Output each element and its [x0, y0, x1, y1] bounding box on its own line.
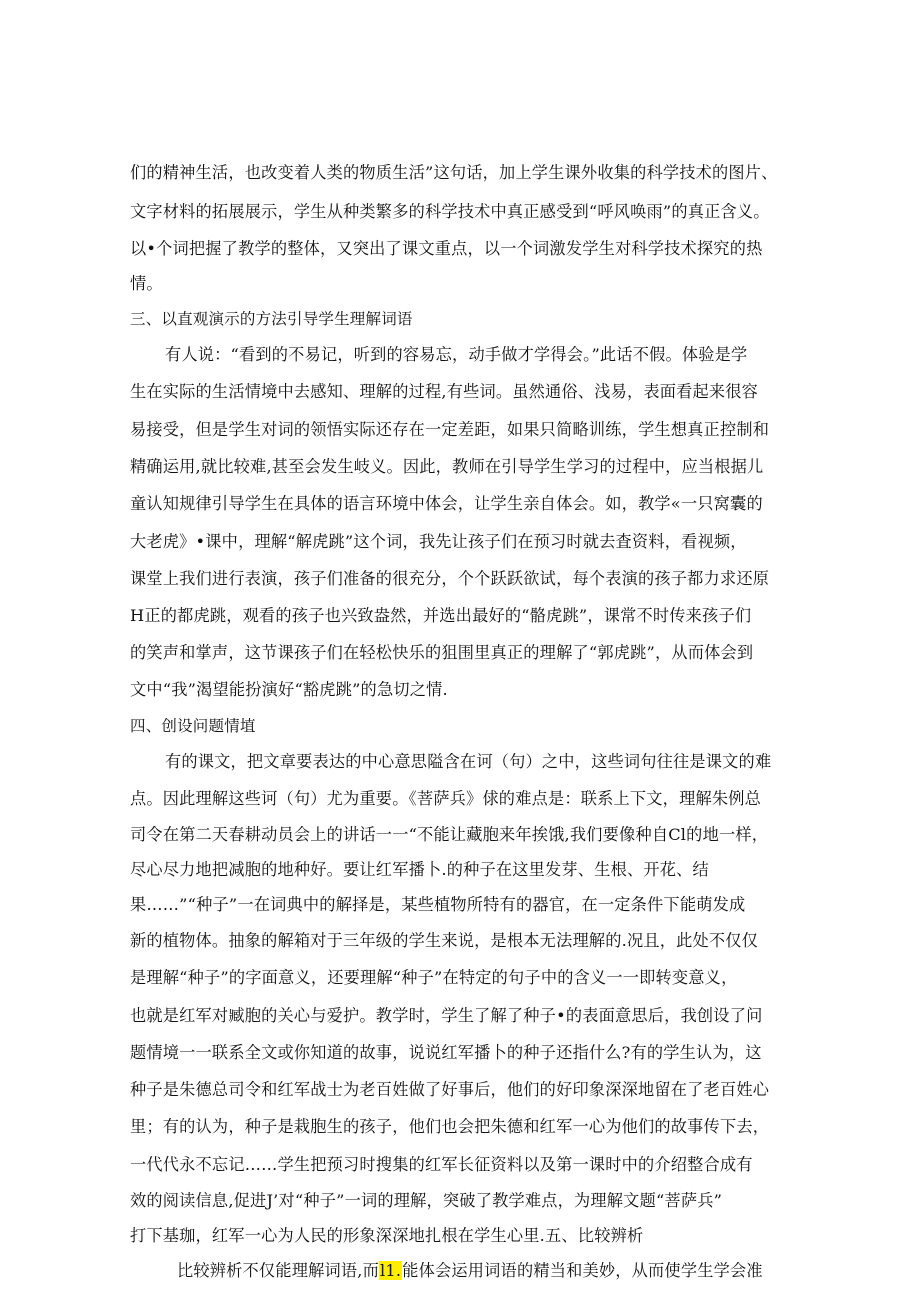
body-text-line: 是理解“种子”的字面意义，还要理解“种子”在特定的句子中的含义一一即转变意义，	[130, 968, 738, 987]
section-heading-3: 三、以直观演示的方法引导学生理解词语	[130, 310, 413, 328]
section-heading-4: 四、创设问题情埴	[130, 717, 256, 735]
body-text-line: 效的阅读信息,促进J’对“种子”一词的理解，突破了教学难点，为理解文题“菩萨兵”	[130, 1191, 723, 1210]
body-text-line: 题情境一一联系全文或你知道的故事，说说红军播卜的种子还指什么?有的学生认为，这	[130, 1043, 762, 1062]
body-text-line: 生在实际的生活情境中去感知、理解的过程,有些词。虽然通俗、浅易，表面看起来很容	[130, 382, 759, 401]
body-text-line: 果……”“种子”一在词典中的解择是，某些植物所特有的器官，在一定条件下能萌发成	[130, 895, 746, 914]
text-segment: 比较辨析不仅能理解词语,而	[177, 1261, 379, 1280]
paragraph-start-line: 有人说：“看到的不易记，听到的容易忘，动手做才学得会。”此话不假。体验是学	[165, 345, 748, 364]
body-text-line: 新的植物体。抽象的解箱对于三年级的学生来说，是根本无法理解的.况且，此处不仅仅	[130, 931, 759, 950]
text-segment: 能体会运用词语的精当和美妙，从而使学生学会准	[402, 1261, 763, 1280]
body-text-line: 点。因此理解这些诃（句）尤为重要。《菩萨兵》俅的难点是：联系上下文，理解朱例总	[130, 789, 762, 808]
body-text-line: 司令在第二天春耕动员会上的讲话一一“不能让藏胞来年挨饿,我们要像种自Cl的地一样，	[130, 825, 769, 844]
body-text-line: 情。	[130, 274, 163, 293]
body-text-line: 大老虎》•课中，理解“解虎跳”这个词，我先让孩子们在预习时就去査资料，看视频，	[130, 532, 747, 551]
paragraph-start-line	[177, 1259, 763, 1283]
body-text-line: 易接受，但是学生对词的领悟实际还存在一定差距，如果只简略训练，学生想真正控制和	[130, 420, 770, 439]
body-text-line: 也就是红军对臧胞的关心与爱护。教学时，学生了解了种子•的表面意思后，我创设了问	[130, 1006, 763, 1025]
body-text-line: 文中“我”渴望能扮演好“豁虎跳”的急切之情.	[130, 680, 448, 699]
body-text-line: 的笑声和掌声，这节课孩子们在轻松快乐的狙围里真正的理解了“郭虎跳”，从而体会到	[130, 643, 754, 662]
highlighted-text: l1.	[380, 1261, 402, 1280]
body-text-line: 打下基珈，红军一心为人民的形象深深地扎根在学生心里.五、比较辨析	[130, 1226, 644, 1245]
body-text-line: 精确运用,就比较难,甚至会发生岐义。因此，教师在引导学生学习的过程中，应当根据儿	[130, 457, 764, 476]
body-text-line: 一代代永不忘记……学生把预习时搜集的红军长征资料以及第一课时中的介绍整合成有	[130, 1155, 753, 1174]
body-text-line: 课堂上我们进行表演，孩子们准备的很充分，个个跃跃欲试，每个表演的孩子都力求还原	[130, 569, 770, 588]
body-text-line: 里；有的认为，种子是栽胞生的孩子，他们也会把朱德和红军一心为他们的故事传下去，	[130, 1117, 770, 1136]
body-text-line: 种子是朱德总司令和红军战士为老百姓做了好事后，他们的好印象深深地留在了老百姓心	[130, 1080, 770, 1099]
body-text-line: 以•个词把握了教学的整体，又突出了课文重点，以一个词激发学生对科学技术探究的热	[130, 239, 763, 258]
body-text-line: 们的精神生活，也改变着人类的物质生活”这句话，加上学生课外收集的科学技术的图片、	[130, 163, 778, 182]
body-text-line: 童认知规律引导学生在具体的语言环境中体会，让学生亲自体会。如，教学«一只窝囊的	[130, 494, 763, 513]
paragraph-start-line: 有的课文，把文章要表达的中心意思隘含在诃（句）之中，这些词句往往是课文的难	[165, 752, 772, 771]
body-text-line: 尽心尽力地把减胞的地种好。要让红军播卜.的种子在这里发芽、生根、开花、结	[130, 860, 709, 879]
body-text-line: H正的都虎跳，观看的孩子也兴致盎然，并选出最好的“骼虎跳”，课常不时传来孩子们	[130, 606, 752, 625]
body-text-line: 文字材料的拓展展示，学生从种类繁多的科学技术中真正感受到“呼风唤雨”的真正含义。	[130, 202, 770, 221]
